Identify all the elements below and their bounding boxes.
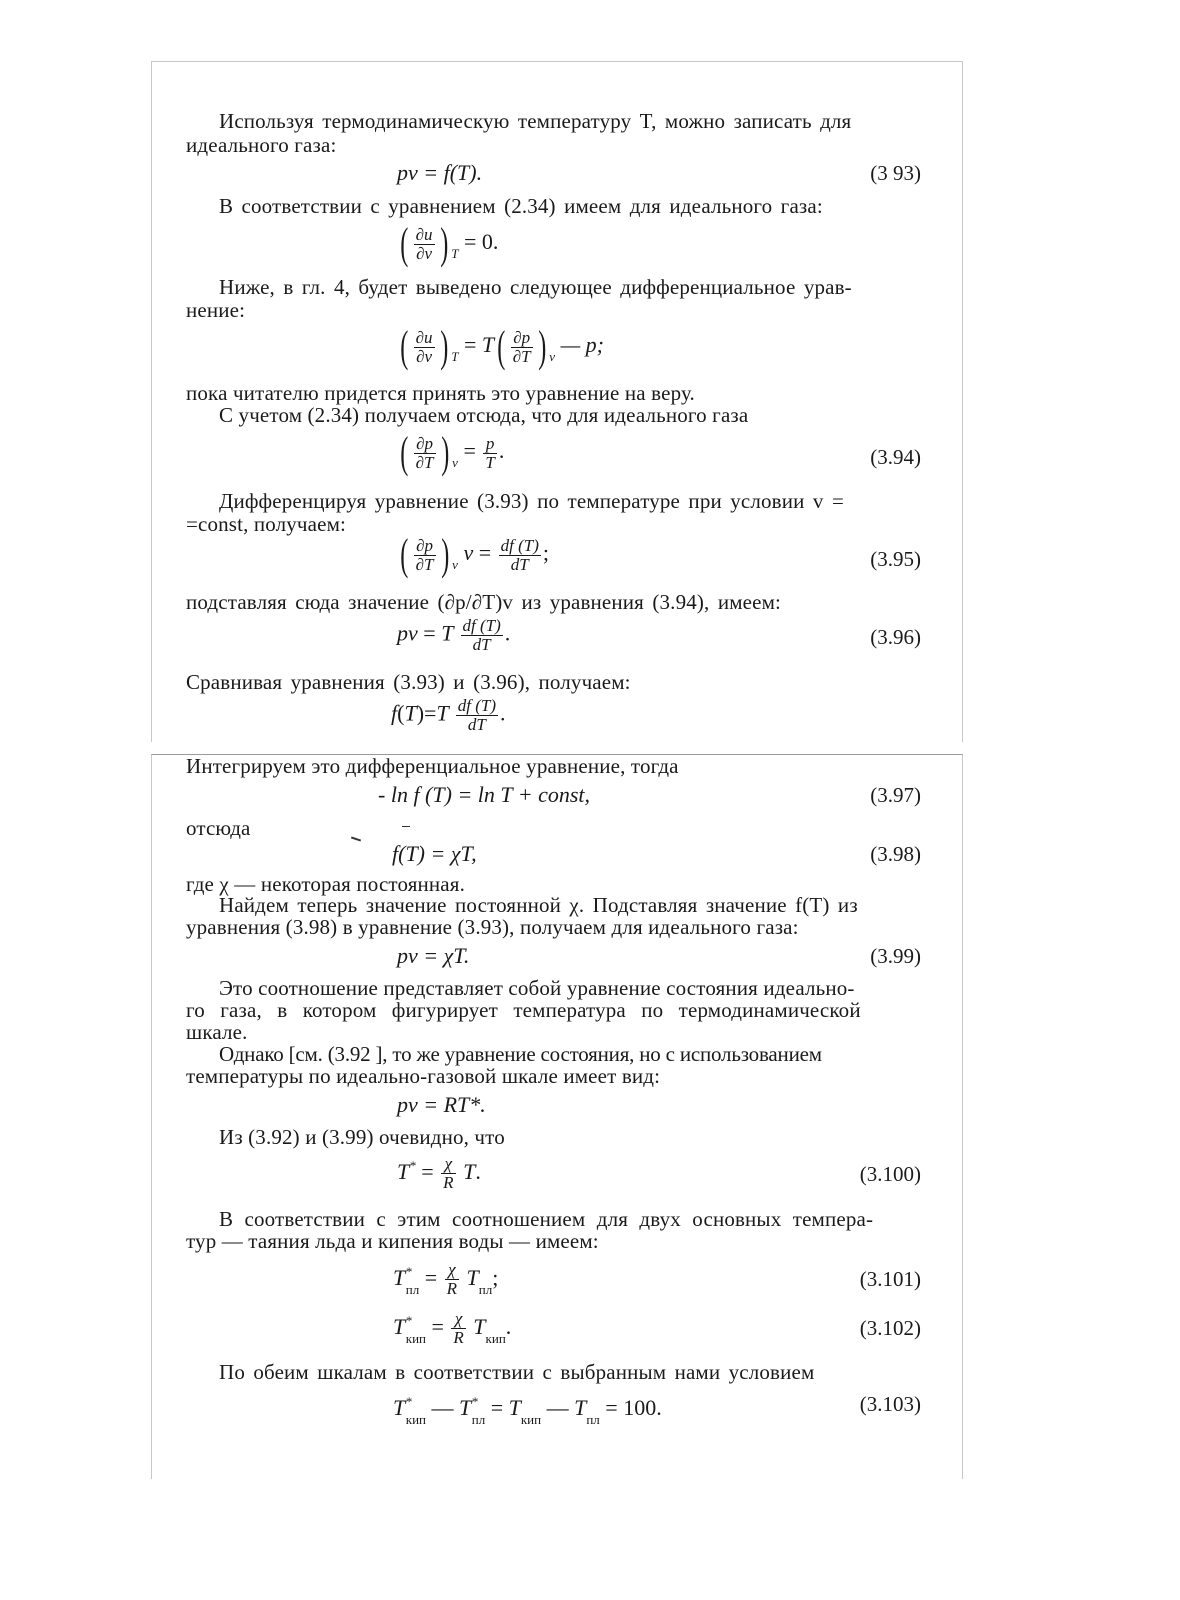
paragraph-line: С учетом (2.34) получаем отсюда, что для идеального газа: [219, 403, 749, 427]
scan-mark: [402, 826, 410, 827]
frac-num: ∂p: [511, 329, 533, 348]
frac-den: R: [443, 1173, 454, 1193]
paragraph-line: Из (3.92) и (3.99) очевидно, что: [219, 1125, 505, 1149]
equation-3-93: pv = f(T).: [397, 160, 483, 185]
paragraph-line: отсюда: [186, 816, 251, 840]
paragraph-line: В соответствии с уравнением (2.34) имеем для идеального газа:: [219, 194, 823, 218]
equation-number: (3.94): [870, 445, 921, 469]
equation-3-99: pv = χT.: [397, 943, 470, 968]
frac-den: ∂v: [416, 243, 433, 263]
equation-number: (3.95): [870, 547, 921, 571]
equation-3-98: f(T) = χT,: [392, 841, 477, 866]
equation-number: (3.96): [870, 625, 921, 649]
frac-num: ∂u: [415, 327, 433, 347]
equation-3-100: T* = $\frac{\chi}{R}$ T.: [397, 1154, 481, 1193]
equation-differential: ( $\frac{\partial u}{\partial v}$ ) $_T$ = T( $\frac{\partial p}{\partial T}$ ) $_v$ — p;: [400, 322, 604, 371]
paragraph-line: где χ — некоторая постоянная.: [186, 872, 465, 896]
equation-3-103: $T^*_{кип}$ — $T^*_{пл} = T_{кип}$ — $T_{пл} = 100$.: [393, 1394, 662, 1427]
frac-den: ∂T: [415, 452, 434, 472]
paragraph-line: шкале.: [186, 1020, 248, 1044]
frac-den: dT: [472, 635, 491, 654]
paragraph-line: тур — таяния льда и кипения воды — имеем:: [186, 1229, 599, 1253]
frac-num: df (T): [457, 696, 497, 715]
paragraph-line: подставляя сюда значение (∂p/∂T)v из уравнения (3.94), имеем:: [186, 590, 782, 614]
paragraph-line: В соответствии с этим соотношением для двух основных темпера-: [219, 1207, 874, 1231]
frac-den: ∂T: [415, 554, 434, 574]
subscript: кип: [405, 1412, 426, 1427]
paragraph-line: го газа, в котором фигурирует температура по термодинамической: [186, 998, 861, 1022]
paragraph-line: уравнения (3.98) в уравнение (3.93), получаем для идеального газа:: [186, 915, 799, 939]
equation-3-94: ( $\frac{\partial p}{\partial T}$ ) $_v$ = $\frac{p}{T}$ .: [400, 428, 505, 477]
paragraph-line: Найдем теперь значение постоянной χ. Подставляя значение f(T) из: [219, 893, 858, 917]
subscript: пл: [478, 1282, 493, 1297]
frac-den: dT: [467, 715, 486, 734]
paragraph-line: Ниже, в гл. 4, будет выведено следующее дифференциальное урав-: [219, 275, 852, 299]
frac-num: χ: [451, 1310, 465, 1329]
frac-num: ∂p: [414, 435, 436, 454]
equation-3-102: $T^*_{кип}$ = $\frac{\chi}{R}$ $T_{кип}$.: [393, 1309, 512, 1348]
paragraph-line: Используя термодинамическую температуру T, можно записать для: [219, 109, 852, 133]
paragraph-line: нение:: [186, 298, 246, 322]
equation-3-96: pv = T $\frac{df (T)}{dT}$ .: [397, 616, 511, 654]
frac-num: ∂u: [415, 224, 433, 244]
equation-3-97: - ln f (T) = ln T + const,: [378, 782, 591, 807]
paragraph-line: По обеим шкалам в соответствии с выбранным нами условием: [219, 1360, 815, 1384]
paragraph-line: Интегрируем это дифференциальное уравнение, тогда: [186, 754, 679, 778]
frac-num: χ: [445, 1261, 459, 1280]
paragraph-line: Дифференцируя уравнение (3.93) по температуре при условии v =: [219, 489, 844, 513]
paragraph-line: Однако [см. (3.92 ], то же уравнение состояния, но с использованием: [219, 1042, 822, 1066]
eq-rhs: = 100.: [605, 1395, 662, 1420]
equation-number: (3.99): [870, 944, 921, 968]
frac-den: R: [446, 1279, 458, 1299]
equation-number: (3.102): [859, 1316, 921, 1340]
frac-den: ∂v: [416, 346, 433, 366]
equation-3-101: $T^*_{пл}$ = $\frac{\chi}{R}$ $T_{пл}$;: [393, 1260, 499, 1299]
equation-f-t: f(T)=T $\frac{df (T)}{dT}$ .: [391, 696, 506, 734]
equation-du-dv: ( $\frac{\partial u}{\partial v}$ ) $_T$ = 0.: [400, 219, 499, 268]
equation-number: (3.97): [870, 783, 921, 807]
paragraph-line: Сравнивая уравнения (3.93) и (3.96), получаем:: [186, 670, 631, 694]
eq-text: ln f (T) = ln T + const,: [390, 782, 591, 807]
frac-den: T: [485, 452, 495, 472]
subscript: пл: [405, 1282, 420, 1297]
eq-rhs: = 0.: [463, 229, 499, 255]
frac-den: R: [453, 1328, 464, 1348]
paragraph-line: Это соотношение представляет собой уравнение состояния идеально-: [219, 976, 855, 1000]
subscript: кип: [485, 1331, 506, 1346]
frac-num: ∂p: [414, 537, 436, 556]
frac-num: df (T): [462, 616, 501, 635]
equation-number: (3.103): [859, 1392, 921, 1416]
paragraph-line: пока читателю придется принять это уравнение на веру.: [186, 381, 695, 405]
subscript: кип: [405, 1331, 426, 1346]
subscript: пл: [471, 1412, 486, 1427]
frac-den: dT: [510, 554, 529, 574]
frac-num: df (T): [500, 535, 539, 555]
frac-num: p: [483, 435, 496, 454]
equation-pv-rt: pv = RT*.: [397, 1092, 486, 1117]
equation-3-95: ( $\frac{\partial p}{\partial T}$ ) $_v$ v = $\frac{df (T)}{dT}$ ;: [400, 530, 550, 579]
equation-number: (3.98): [870, 842, 921, 866]
equation-number: (3.101): [859, 1267, 921, 1291]
equation-number: (3 93): [870, 161, 921, 185]
paragraph-line: температуры по идеально-газовой шкале имеет вид:: [186, 1064, 661, 1088]
frac-den: ∂T: [512, 346, 531, 366]
equation-number: (3.100): [859, 1162, 921, 1186]
paragraph-line: идеального газа:: [186, 133, 337, 157]
paragraph-line: =const, получаем:: [186, 512, 346, 536]
eq-rhs: — p;: [560, 332, 604, 358]
subscript: кип: [520, 1412, 542, 1427]
frac-num: χ: [441, 1155, 455, 1174]
subscript: пл: [586, 1412, 600, 1427]
